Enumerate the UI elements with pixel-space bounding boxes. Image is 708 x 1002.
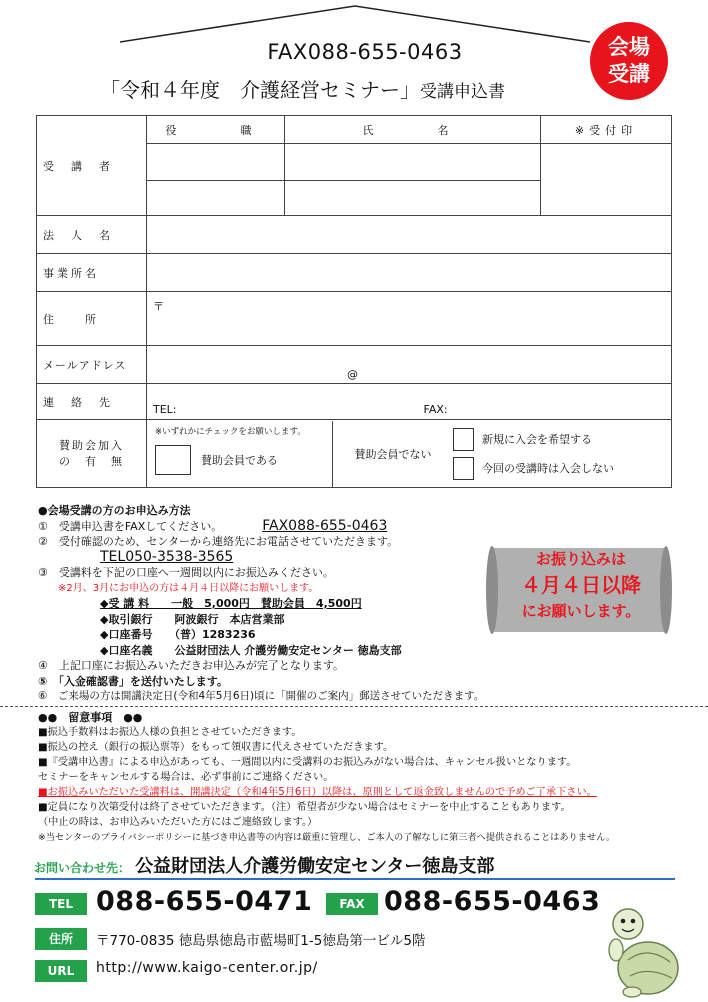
contact-label: お問い合わせ先：: [34, 861, 131, 875]
contact-input[interactable]: [147, 384, 672, 420]
col-receipt: ※受付印: [541, 116, 672, 144]
fax-label: FAX:: [423, 403, 448, 416]
fee-line: ◆受 講 料 一般 5,000円 賛助会員 4,500円: [100, 597, 362, 610]
title-sub: 受講申込書: [420, 82, 505, 102]
option-skip: 今回の受講時は入会しない: [482, 462, 614, 475]
label-support-1: 賛助会加入: [59, 438, 124, 452]
notes-section: [38, 710, 698, 845]
col-name: 氏 名: [285, 116, 541, 144]
step-6: ⑥ ご来場の方は開講決定日(令和4年5月6日)頃に「開催のご案内」郵送させていただきます。: [38, 690, 485, 702]
contact-address: 〒770-0835 徳島県徳島市藍場町1-5徳島第一ビル5階: [96, 933, 426, 949]
url-tag: URL: [35, 960, 87, 982]
address-input[interactable]: [147, 292, 672, 346]
position-input-1[interactable]: [147, 144, 285, 181]
venue-badge: [590, 22, 668, 100]
label-support-2: の 有 無: [59, 454, 124, 468]
label-support: [37, 420, 147, 488]
check-note: ※いずれかにチェックをお願いします。: [155, 426, 306, 437]
option-new: 新規に入会を希望する: [482, 433, 592, 446]
contact-tel: 088-655-0471: [96, 886, 313, 917]
contact-fax: 088-655-0463: [384, 886, 601, 917]
step-2: ② 受付確認のため、センターから連絡先にお電話させていただきます。: [38, 535, 399, 548]
receipt-stamp-area: [541, 144, 672, 216]
account-no-line: ◆口座番号 （普）1283236: [100, 628, 256, 641]
contact-divider: [35, 878, 675, 880]
dashed-divider: [0, 706, 708, 707]
corp-input[interactable]: [147, 216, 672, 254]
title-main: 「令和４年度 介護経営セミナー」: [100, 78, 420, 102]
banner-line3: にお願いします。: [521, 602, 641, 620]
badge-line2: 受講: [608, 62, 650, 86]
procedure-section: [38, 503, 498, 705]
label-office: 事業所名: [37, 254, 147, 292]
fax-tag: FAX: [326, 893, 378, 915]
badge-line1: 会場: [608, 35, 650, 59]
label-address: 住 所: [37, 292, 147, 346]
step-5: ⑤ 「入金確認書」を送付いたします。: [38, 674, 228, 688]
label-contact: 連 絡 先: [37, 384, 147, 420]
label-email: メールアドレス: [37, 346, 147, 384]
tel-tag: TEL: [35, 893, 87, 915]
application-form: [36, 115, 672, 488]
contact-header: [34, 852, 494, 878]
position-input-2[interactable]: [147, 181, 285, 216]
label-attendee: 受 講 者: [37, 116, 147, 216]
option-member: 賛助会員である: [201, 453, 278, 467]
page-title: [100, 74, 590, 103]
contact-url[interactable]: http://www.kaigo-center.or.jp/: [96, 960, 318, 976]
name-input-2[interactable]: [285, 181, 541, 216]
note-3b: セミナーをキャンセルする場合は、必ず事前にご連絡ください。: [38, 772, 334, 783]
header-fax: FAX088-655-0463: [267, 40, 463, 64]
member-checkbox[interactable]: [155, 445, 191, 475]
office-input[interactable]: [147, 254, 672, 292]
step-2-tel: TEL050-3538-3565: [100, 548, 234, 565]
tel-label: TEL:: [153, 403, 177, 416]
note-2: ■振込の控え（銀行の振込票等）をもって領収書に代えさせていただきます。: [38, 742, 394, 753]
procedure-heading: ●会場受講の方のお申込み方法: [38, 504, 191, 517]
address-tag: 住所: [35, 928, 87, 950]
skip-member-checkbox[interactable]: [453, 457, 474, 480]
note-1: ■振込手数料はお振込人様の負担とさせていただきます。: [38, 727, 302, 738]
transfer-banner: [492, 548, 670, 622]
new-member-checkbox[interactable]: [453, 428, 474, 451]
privacy-note: ※当センターのプライバシーポリシーに基づき申込書等の内容は厳重に管理し、ご本人の了解なしに第三者へ提供されることはありません。: [38, 832, 616, 843]
label-corp: 法 人 名: [37, 216, 147, 254]
name-input-1[interactable]: [285, 144, 541, 181]
at-mark: @: [347, 368, 358, 381]
col-position: 役 職: [147, 116, 285, 144]
step-4: ④ 上記口座にお振込みいただきお申込みが完了となります。: [38, 659, 344, 672]
notes-heading: ●● 留意事項 ●●: [38, 711, 143, 724]
step-3: ③ 受講料を下記の口座へ一週間以内にお振込みください。: [38, 566, 334, 579]
postal-mark: 〒: [153, 300, 164, 313]
banner-line1: お振り込みは: [535, 550, 626, 568]
banner-line2: ４月４日以降: [521, 573, 641, 597]
note-5: ■定員になり次第受付は終了させていただきます。（注）希望者が少ない場合はセミナーを中止することもあります。: [38, 802, 571, 813]
account-name-line: ◆口座名義 公益財団法人 介護労働安定センター 徳島支部: [100, 643, 402, 657]
option-nonmember: 賛助会員でない: [354, 447, 432, 461]
email-input[interactable]: [147, 346, 672, 384]
step-3-note: ※2月、3月にお申込の方は４月４日以降にお願いします。: [58, 582, 319, 594]
note-4: ■お振込みいただいた受講料は、開講決定（令和4年5月6日）以降は、原則として返金致しませんので予めご了承下さい。: [38, 787, 597, 798]
bank-line: ◆取引銀行 阿波銀行 本店営業部: [100, 612, 285, 626]
step-1-fax: FAX088-655-0463: [262, 517, 388, 534]
turtle-mascot-icon: [598, 900, 684, 998]
contact-org: 公益財団法人介護労働安定センター徳島支部: [135, 856, 495, 877]
support-options: [147, 420, 672, 488]
note-5b: （中止の時は、お申込みいただいた方にはご連絡致します。）: [38, 817, 318, 828]
note-3: ■『受講申込書』による申込があっても、一週間以内に受講料のお振込みがない場合は、キャンセル扱いとなります。: [38, 757, 577, 768]
step-1: ① 受講申込書をFAXしてください。: [38, 519, 223, 533]
